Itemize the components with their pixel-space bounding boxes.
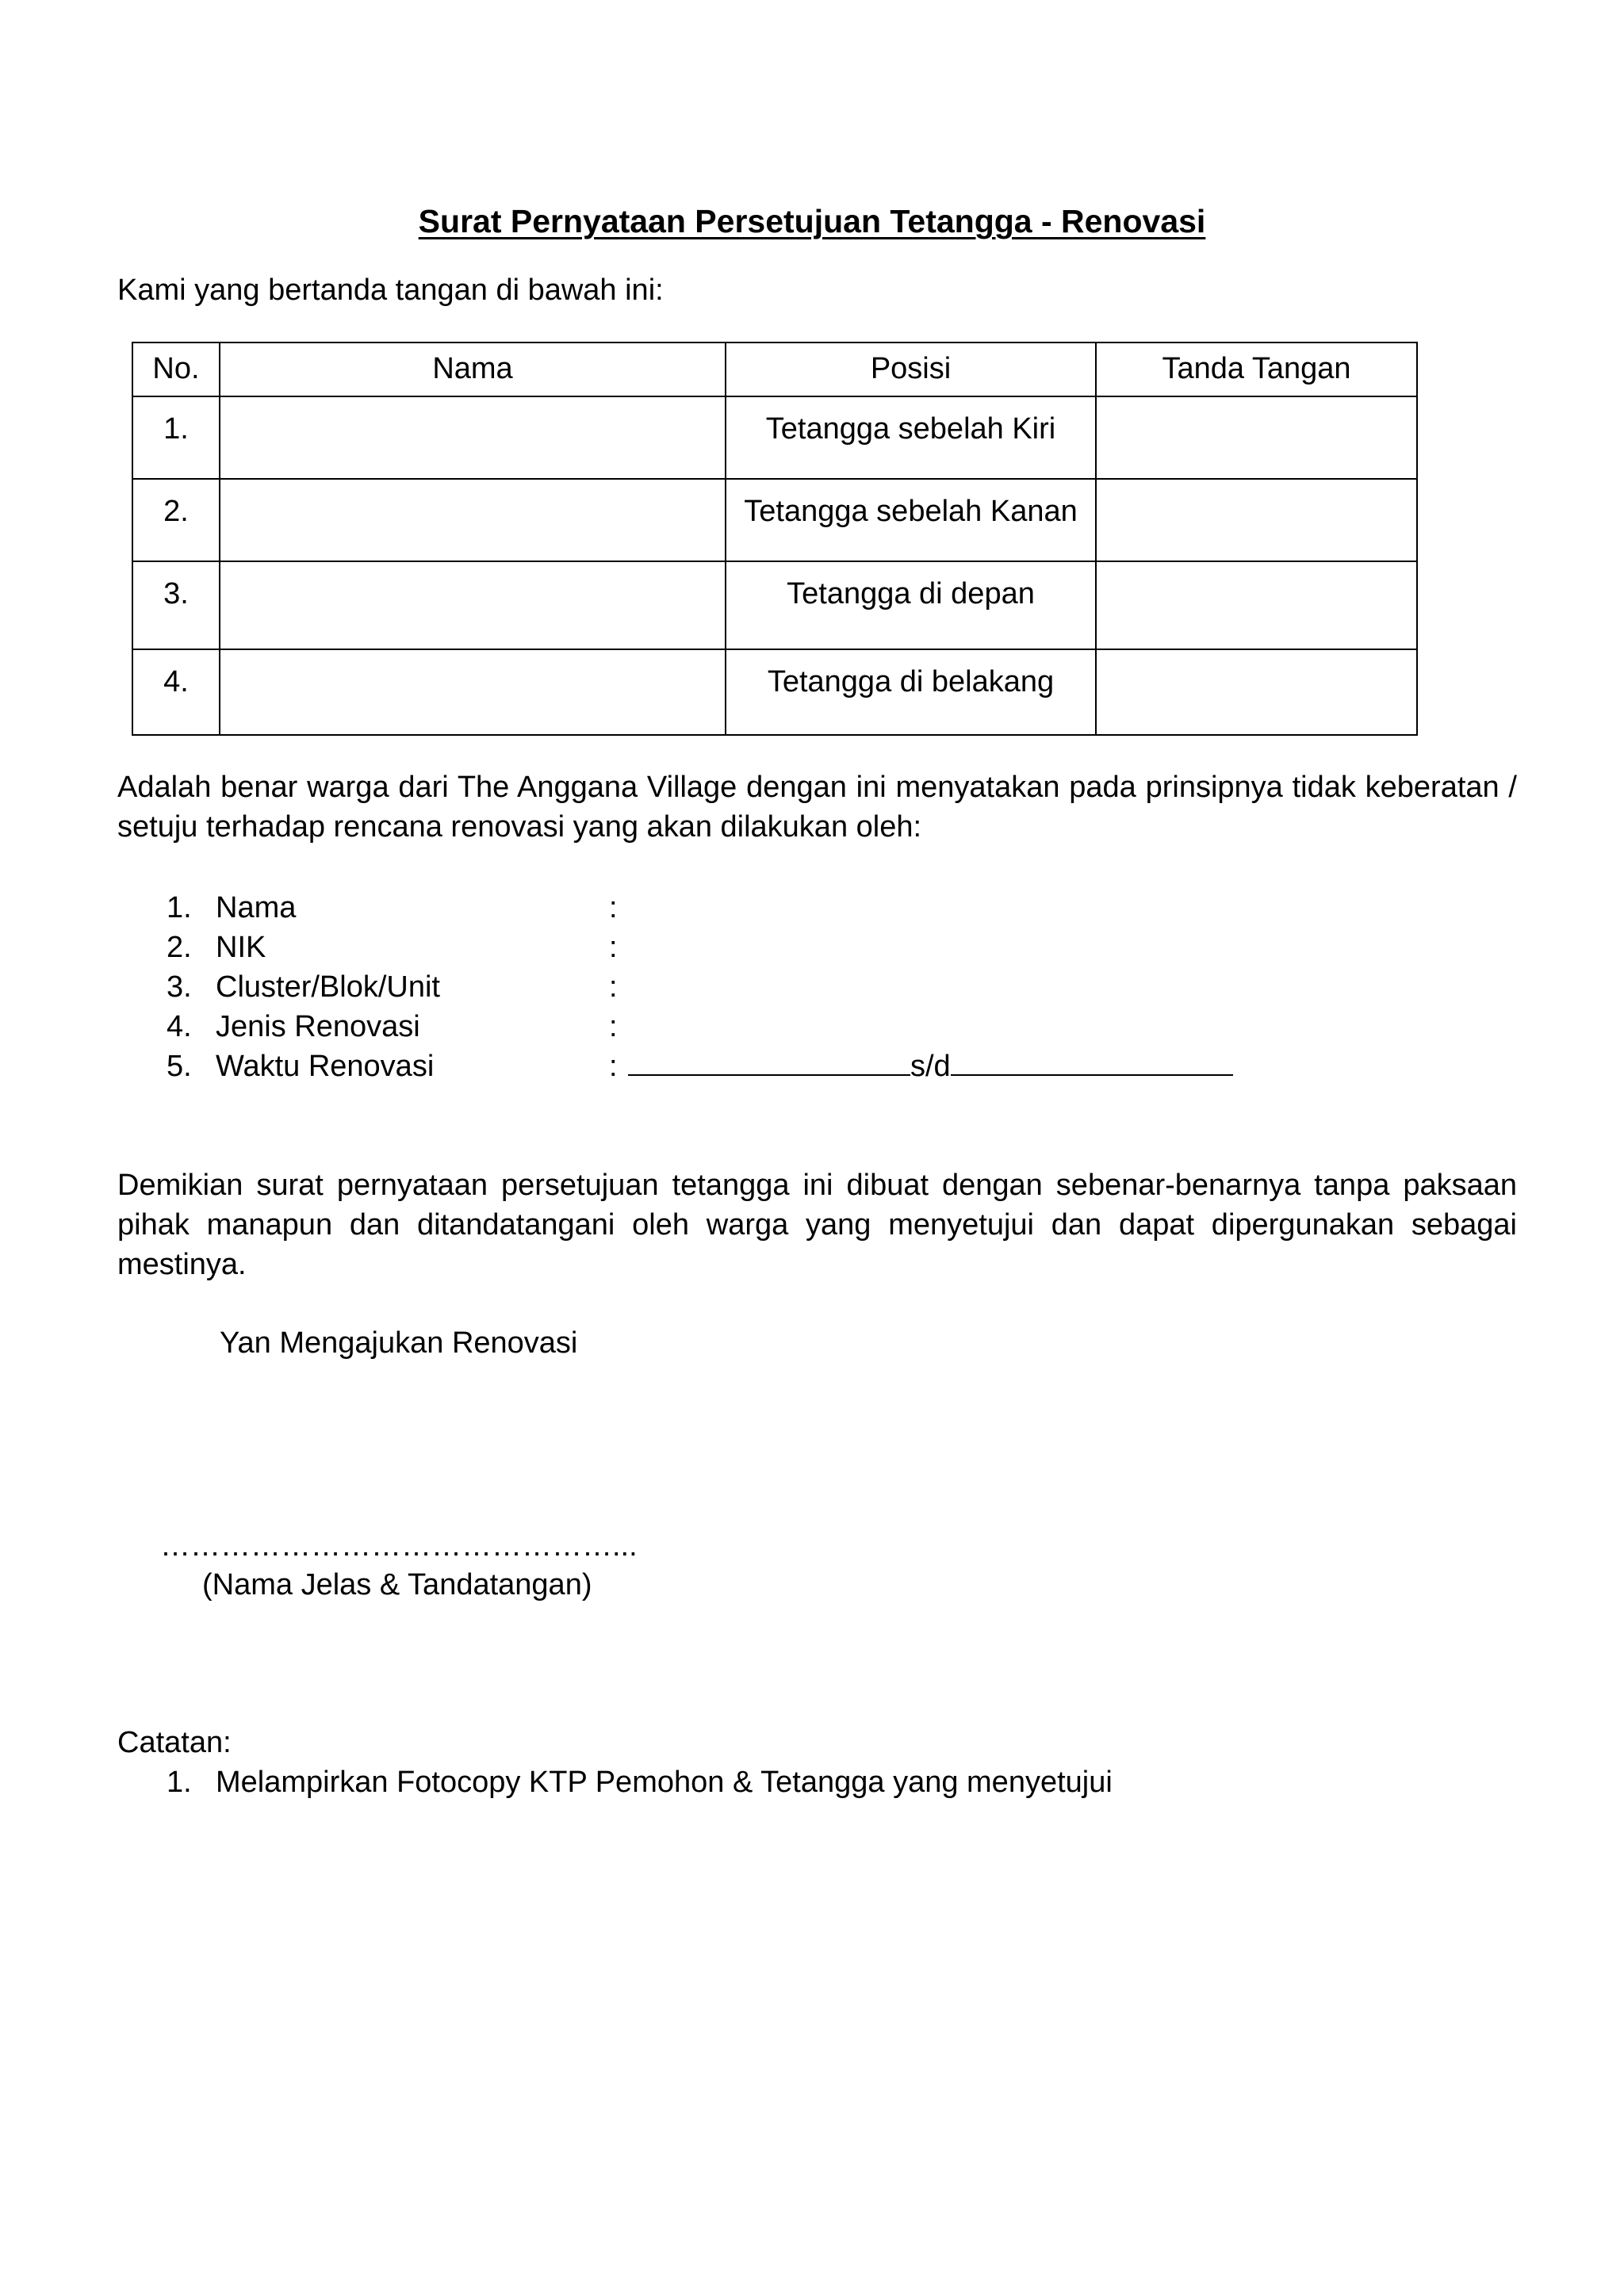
header-nama: Nama <box>220 342 726 396</box>
position-cell: Tetangga sebelah Kanan <box>726 479 1096 561</box>
position-cell: Tetangga sebelah Kiri <box>726 396 1096 479</box>
note-text: Melampirkan Fotocopy KTP Pemohon & Tetangga yang menyetujui <box>216 1766 1113 1799</box>
name-cell <box>220 479 726 561</box>
detail-colon: : <box>609 1010 618 1043</box>
detail-item-nama <box>167 888 1356 928</box>
detail-number: 1. <box>167 891 192 924</box>
detail-item-cluster <box>167 967 1356 1007</box>
note-number: 1. <box>167 1766 192 1799</box>
date-range-separator: s/d <box>910 1050 951 1083</box>
start-date-blank <box>628 1047 910 1076</box>
intro-text: Kami yang bertanda tangan di bawah ini: <box>117 274 664 307</box>
detail-number: 4. <box>167 1010 192 1043</box>
applicant-details-list <box>167 888 1356 1086</box>
detail-colon: : <box>609 891 618 924</box>
signature-cell <box>1096 561 1417 649</box>
detail-label: Waktu Renovasi <box>216 1050 435 1083</box>
detail-number: 5. <box>167 1050 192 1083</box>
header-no: No. <box>132 342 220 396</box>
statement-paragraph: Adalah benar warga dari The Anggana Village dengan ini menyatakan pada prinsipnya tidak keberatan / setuju terhadap rencana renovasi yang akan dilakukan oleh: <box>117 771 1517 844</box>
end-date-blank <box>951 1047 1233 1076</box>
detail-label: Nama <box>216 891 297 924</box>
row-number: 1. <box>132 396 220 479</box>
table-row <box>132 479 1417 561</box>
name-cell <box>220 649 726 735</box>
signature-cell <box>1096 649 1417 735</box>
detail-label: Cluster/Blok/Unit <box>216 970 440 1004</box>
closing-paragraph: Demikian surat pernyataan persetujuan tetangga ini dibuat dengan sebenar-benarnya tanpa paksaan pihak manapun dan ditandatangani oleh warga yang menyetujui dan dapat dipergunakan sebagai mestinya. <box>117 1169 1517 1281</box>
signature-caption: (Nama Jelas & Tandatangan) <box>202 1568 592 1601</box>
detail-item-waktu-renovasi <box>167 1047 1356 1086</box>
signature-line: ………………………………………... <box>160 1529 638 1563</box>
detail-number: 3. <box>167 970 192 1004</box>
name-cell <box>220 396 726 479</box>
table-row <box>132 649 1417 735</box>
detail-label: NIK <box>216 931 266 964</box>
name-cell <box>220 561 726 649</box>
detail-colon: : <box>609 970 618 1004</box>
detail-colon: : <box>609 931 618 964</box>
position-cell: Tetangga di belakang <box>726 649 1096 735</box>
document-title: Surat Pernyataan Persetujuan Tetangga - Renovasi <box>418 203 1206 239</box>
detail-colon: : <box>609 1050 618 1083</box>
header-posisi: Posisi <box>726 342 1096 396</box>
header-tanda-tangan: Tanda Tangan <box>1096 342 1417 396</box>
table-row <box>132 396 1417 479</box>
detail-item-nik <box>167 928 1356 967</box>
notes-title: Catatan: <box>117 1726 232 1759</box>
signature-cell <box>1096 479 1417 561</box>
table-header-row <box>132 342 1417 396</box>
row-number: 4. <box>132 649 220 735</box>
signature-cell <box>1096 396 1417 479</box>
detail-label: Jenis Renovasi <box>216 1010 420 1043</box>
position-cell: Tetangga di depan <box>726 561 1096 649</box>
applicant-label: Yan Mengajukan Renovasi <box>220 1326 578 1360</box>
row-number: 2. <box>132 479 220 561</box>
detail-number: 2. <box>167 931 192 964</box>
row-number: 3. <box>132 561 220 649</box>
date-range-fields <box>628 1047 1233 1086</box>
neighbor-table <box>132 342 1418 736</box>
table-row <box>132 561 1417 649</box>
detail-item-jenis-renovasi <box>167 1007 1356 1047</box>
